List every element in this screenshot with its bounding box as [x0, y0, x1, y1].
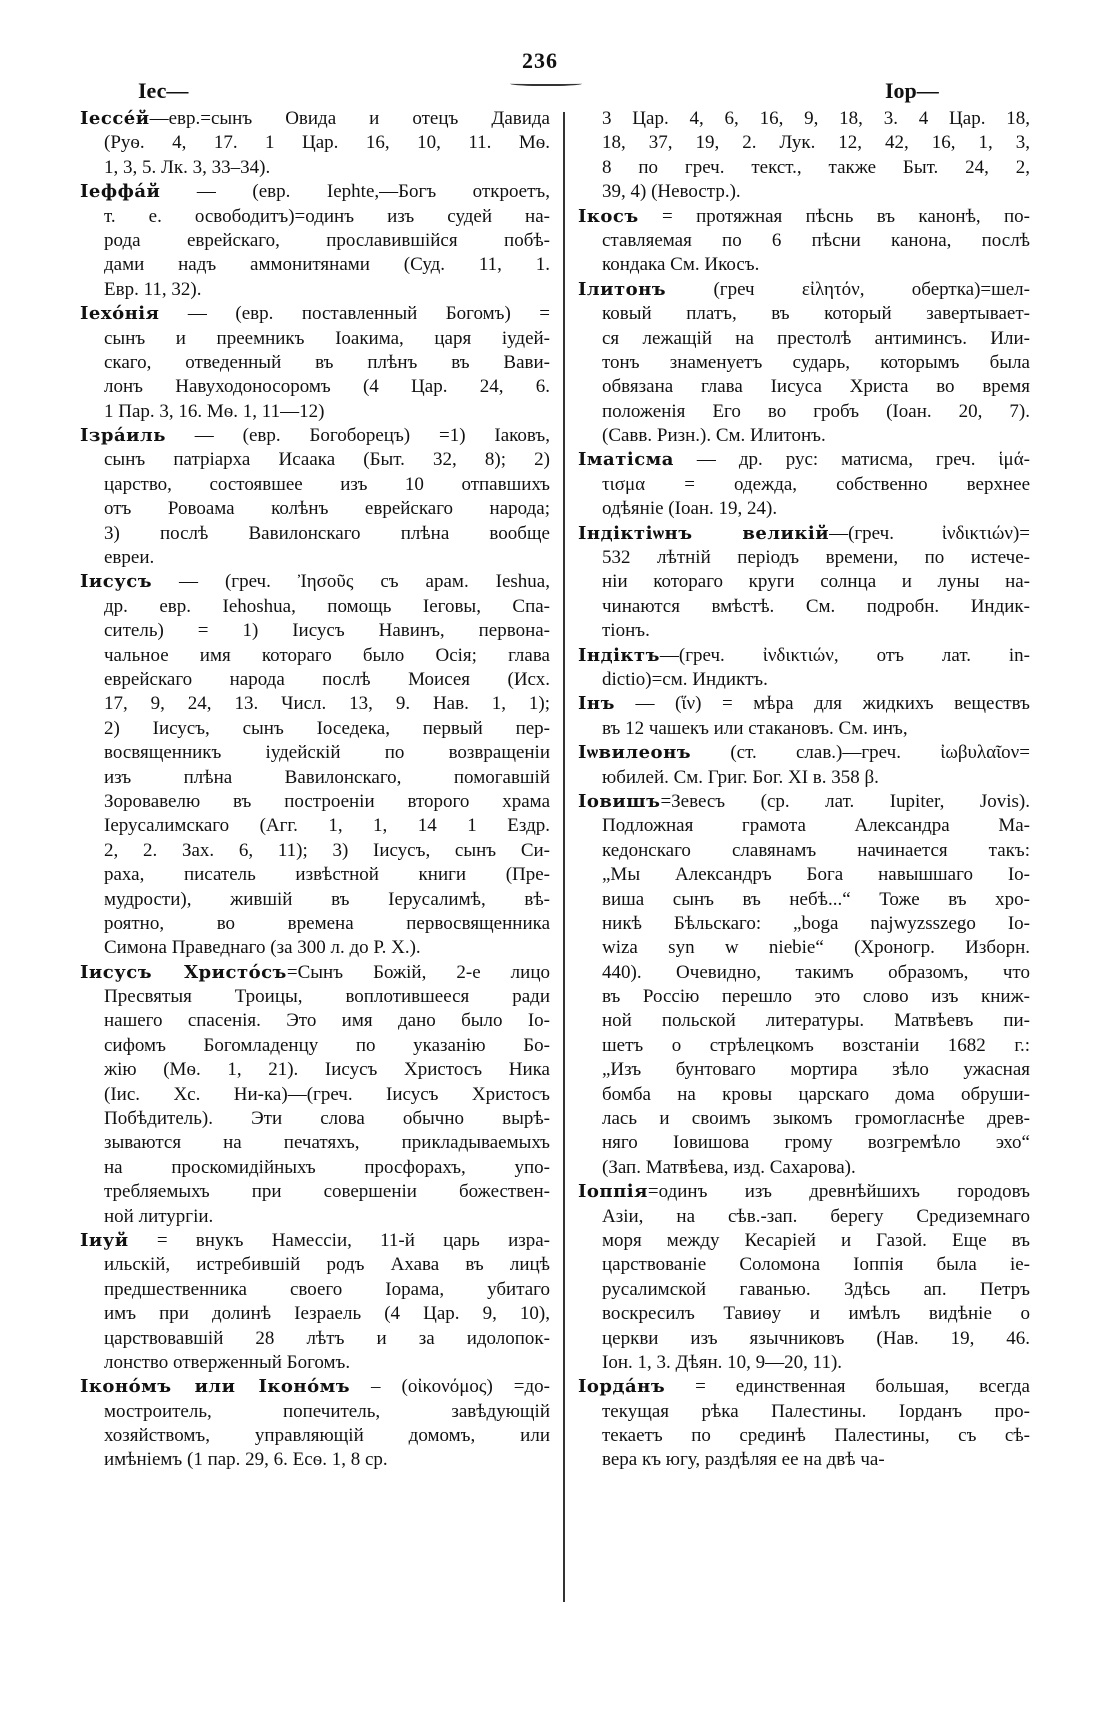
entry-text: — (евр. поставленный Богомъ) =	[159, 303, 550, 325]
entry-line	[80, 1327, 550, 1351]
entry-text: отъ Ровоама колѣнъ еврейскаго народа;	[104, 498, 550, 520]
entry-text: текущая рѣка Палестины. Іорданъ про-	[602, 1400, 1030, 1422]
entry-text: 3 Цар. 4, 6, 16, 9, 18, 3. 4 Цар. 18,	[602, 108, 1030, 129]
entry-line	[80, 741, 550, 765]
dictionary-entry	[80, 1375, 550, 1473]
entry-line	[80, 766, 550, 790]
entry-line	[578, 229, 1030, 253]
entry-text: = внукъ Намессіи, 11-й царь изра-	[128, 1229, 550, 1251]
entry-text: на проскомидійныхъ просфорахъ, упо-	[104, 1156, 550, 1178]
entry-text: требляемыхъ при совершеніи божествен-	[104, 1181, 550, 1203]
entry-headword: Іорда́нъ	[578, 1376, 666, 1398]
entry-line	[578, 619, 1030, 643]
entry-line	[578, 814, 1030, 838]
entry-line	[80, 302, 550, 326]
entry-text: имъ при долинѣ Іезраель (4 Цар. 9, 10),	[104, 1303, 550, 1325]
entry-text: юбилей. См. Григ. Бог. XI в. 358 β.	[602, 766, 879, 788]
entry-line	[80, 400, 550, 424]
entry-line	[578, 1083, 1030, 1107]
entry-line	[80, 790, 550, 814]
entry-text: Пресвятыя Троицы, воплотившееся ради	[104, 986, 550, 1008]
entry-line	[80, 1107, 550, 1131]
entry-text: 2) Іисусъ, сынъ Іоседека, первый пер-	[104, 717, 550, 739]
entry-line	[80, 1180, 550, 1204]
entry-text: имѣніемъ (1 пар. 29, 6. Есѳ. 1, 8 ср.	[104, 1449, 388, 1471]
entry-line	[80, 1448, 550, 1472]
entry-line	[80, 448, 550, 472]
dictionary-entry	[80, 570, 550, 960]
dictionary-entry	[80, 961, 550, 1229]
dictionary-entry	[578, 448, 1030, 521]
entry-line	[80, 1400, 550, 1424]
entry-line	[80, 888, 550, 912]
dictionary-entry	[578, 278, 1030, 449]
entry-line	[578, 1448, 1030, 1472]
entry-text: роятно, во времена первосвященника	[104, 912, 550, 934]
entry-line	[578, 1156, 1030, 1180]
entry-line	[578, 790, 1030, 814]
entry-text: 8 по греч. текст., также Быт. 24, 2,	[602, 156, 1030, 178]
entry-line	[578, 692, 1030, 716]
entry-text: — (евр. Iephte,—Богъ откроетъ,	[160, 181, 550, 203]
entry-line	[80, 1278, 550, 1302]
entry-headword: Індіктіѡнъ великій	[578, 522, 830, 544]
dictionary-entry	[578, 1375, 1030, 1473]
entry-line	[578, 400, 1030, 424]
dictionary-entry	[578, 790, 1030, 1180]
entry-text: въ Россію перешло это слово изъ книж-	[602, 986, 1030, 1008]
entry-text: Азіи, на сѣв.-зап. берегу Средиземнаго	[602, 1205, 1030, 1227]
entry-text: —(греч. ἰνδικτιών, отъ лат. in-	[659, 644, 1030, 666]
entry-line	[80, 522, 550, 546]
entry-headword: Інъ	[578, 693, 615, 715]
entry-text: лонъ Навуходоносоромъ (4 Цар. 24, 6.	[104, 376, 550, 398]
entry-line	[80, 595, 550, 619]
entry-line	[80, 327, 550, 351]
dictionary-entry	[578, 692, 1030, 741]
entry-line	[578, 351, 1030, 375]
entry-text: —евр.=сынъ Овида и отецъ Давида	[149, 108, 550, 129]
entry-line	[578, 1034, 1030, 1058]
entry-text: ставляемая по 6 пѣсни канона, послѣ	[602, 229, 1030, 251]
entry-line	[578, 473, 1030, 497]
entry-text: ся лежащій на престолѣ антиминсъ. Или-	[602, 327, 1030, 349]
entry-line	[578, 839, 1030, 863]
entry-line	[578, 1180, 1030, 1204]
entry-text: ситель) = 1) Іисусъ Навинъ, первона-	[104, 620, 550, 642]
entry-text: текаетъ по срединѣ Палестины, съ сѣ-	[602, 1425, 1030, 1447]
entry-text: обвязана глава Іисуса Христа во время	[602, 376, 1030, 398]
entry-text: въ 12 чашекъ или стакановъ. См. инъ,	[602, 717, 908, 739]
entry-text: ной польской литературы. Матвѣевъ пи-	[602, 1010, 1030, 1032]
entry-line	[80, 131, 550, 155]
entry-headword: Іѡвилеонъ	[578, 742, 692, 764]
entry-text: 532 лѣтній періодъ времени, по истече-	[602, 547, 1030, 569]
entry-line	[578, 1058, 1030, 1082]
entry-text: еврейскаго народа послѣ Моисея (Исх.	[104, 668, 550, 690]
page-number-rule	[510, 80, 582, 86]
entry-line	[578, 497, 1030, 521]
entry-line	[80, 1131, 550, 1155]
entry-text: рода еврейскаго, прославившійся побѣ-	[104, 229, 550, 251]
entry-line	[80, 107, 550, 131]
left-column	[80, 107, 550, 1473]
entry-line	[578, 424, 1030, 448]
entry-line	[80, 1253, 550, 1277]
entry-line	[578, 1375, 1030, 1399]
entry-text: 17, 9, 24, 13. Числ. 13, 9. Нав. 1, 1);	[104, 693, 550, 715]
entry-text: шетъ о стрѣлецкомъ возстаніи 1682 г.:	[602, 1034, 1030, 1056]
entry-text: зываются на печатяхъ, прикладываемыхъ	[104, 1132, 550, 1154]
entry-text: никѣ Бѣльскаго: „boga najwyzsszego Io-	[602, 912, 1030, 934]
entry-line	[80, 985, 550, 1009]
dictionary-entry	[578, 644, 1030, 693]
entry-line	[578, 131, 1030, 155]
entry-line	[80, 936, 550, 960]
entry-text: церкви изъ язычниковъ (Нав. 19, 46.	[602, 1327, 1030, 1349]
entry-text: Іон. 1, 3. Дѣян. 10, 9—20, 11).	[602, 1351, 843, 1373]
entry-headword: Іисусъ	[80, 571, 153, 593]
entry-line	[80, 692, 550, 716]
dictionary-entry	[578, 1180, 1030, 1375]
entry-text: (Зап. Матвѣева, изд. Сахарова).	[602, 1156, 856, 1178]
entry-line	[578, 522, 1030, 546]
entry-line	[578, 1253, 1030, 1277]
entry-line	[578, 1278, 1030, 1302]
entry-text: „Мы Александръ Бога навышшаго Іо-	[602, 864, 1030, 886]
entry-line	[578, 595, 1030, 619]
entry-text: = протяжная пѣснь въ канонѣ, по-	[638, 205, 1030, 227]
entry-text: няго Іовишова грому возгремѣло эхо“	[602, 1132, 1030, 1154]
entry-line	[80, 961, 550, 985]
entry-line	[578, 546, 1030, 570]
entry-headword: Ікосъ	[578, 205, 639, 227]
entry-headword: Іиуй	[80, 1229, 129, 1251]
dictionary-entry	[80, 180, 550, 302]
entry-text: (греч εἰλητόν, обертка)=шел-	[666, 278, 1030, 300]
dictionary-entry	[578, 205, 1030, 278]
entry-text: царствовавшій 28 лѣтъ и за идолопок-	[104, 1327, 550, 1349]
entry-text: мудрости), жившій въ Іерусалимѣ, вѣ-	[104, 888, 550, 910]
entry-text: виша сынъ въ небѣ...“ Тоже въ хро-	[602, 888, 1030, 910]
entry-line	[578, 717, 1030, 741]
entry-line	[578, 1009, 1030, 1033]
entry-line	[80, 1424, 550, 1448]
entry-line	[80, 1009, 550, 1033]
entry-headword: Іисусъ Христо́съ	[80, 961, 287, 983]
entry-line	[578, 644, 1030, 668]
entry-text: „Изъ бунтоваго мортира зѣло ужасная	[602, 1059, 1030, 1081]
entry-text: сынъ патріарха Исаака (Быт. 32, 8); 2)	[104, 449, 550, 471]
dictionary-entry	[80, 107, 550, 180]
entry-text: раха, писатель извѣстной книги (Пре-	[104, 864, 550, 886]
entry-headword: Ізра́иль	[80, 425, 166, 447]
entry-line	[80, 863, 550, 887]
entry-line	[80, 473, 550, 497]
entry-text: = единственная большая, всегда	[665, 1376, 1030, 1398]
dictionary-entry	[80, 424, 550, 570]
entry-text: Симона Праведнаго (за 300 л. до Р. Х.).	[104, 937, 421, 959]
entry-text: изъ плѣна Вавилонскаго, помогавшій	[104, 766, 550, 788]
entry-text: вера къ югу, раздѣляя ее на двѣ ча-	[602, 1449, 885, 1471]
entry-line	[578, 1400, 1030, 1424]
entry-text: нашего спасенія. Это имя дано было Іо-	[104, 1010, 550, 1032]
entry-headword: Ілитонъ	[578, 278, 667, 300]
entry-line	[80, 1375, 550, 1399]
entry-text: τισμα = одежда, собственно верхнее	[602, 473, 1030, 495]
entry-text: царство, состоявшее изъ 10 отпавшихъ	[104, 473, 550, 495]
dictionary-entry	[80, 302, 550, 424]
entry-text: дами надъ аммонитянами (Суд. 11, 1.	[104, 254, 550, 276]
column-divider	[563, 112, 565, 1602]
entry-line	[80, 1229, 550, 1253]
page-number: 236	[522, 48, 558, 73]
entry-text: 1, 3, 5. Лк. 3, 33–34).	[104, 156, 271, 178]
entry-line	[578, 985, 1030, 1009]
entry-line	[578, 863, 1030, 887]
entry-text: скаго, отведенный въ плѣнъ въ Вави-	[104, 351, 550, 373]
entry-text: Зоровавелю въ построеніи второго храма	[104, 790, 550, 812]
entry-line	[80, 839, 550, 863]
entry-line	[80, 1083, 550, 1107]
entry-line	[578, 888, 1030, 912]
entry-line	[80, 717, 550, 741]
entry-text: — (ἵν) = мѣра для жидкихъ веществъ	[614, 693, 1030, 715]
entry-line	[578, 741, 1030, 765]
entry-line	[80, 1205, 550, 1229]
entry-line	[578, 570, 1030, 594]
entry-headword: Іехо́нія	[80, 303, 160, 325]
entry-line	[578, 156, 1030, 180]
entry-line	[578, 961, 1030, 985]
entry-line	[578, 936, 1030, 960]
entry-text: кондака См. Икосъ.	[602, 254, 760, 276]
entry-text: =одинъ изъ древнѣйшихъ городовъ	[647, 1181, 1030, 1203]
entry-text: 1 Пар. 3, 16. Мѳ. 1, 11—12)	[104, 400, 325, 422]
entry-headword: Іконо́мъ или Іконо́мъ	[80, 1376, 351, 1398]
entry-text: чальное имя котораго было Осія; глава	[104, 644, 550, 666]
entry-text: чинаются вмѣстѣ. См. подробн. Индик-	[602, 595, 1030, 617]
entry-headword: Іеффа́й	[80, 181, 161, 203]
entry-line	[80, 1058, 550, 1082]
entry-text: — (греч. Ἰησοῦς съ арам. Ieshua,	[152, 571, 550, 593]
entry-text: – (οἰκονόμος) =до-	[350, 1376, 550, 1398]
entry-line	[578, 668, 1030, 692]
entry-line	[80, 570, 550, 594]
entry-line	[80, 351, 550, 375]
entry-text: Евр. 11, 32).	[104, 278, 202, 300]
entry-text: 2, 2. Зах. 6, 11); 3) Іисусъ, сынъ Си-	[104, 839, 550, 861]
entry-text: (Руѳ. 4, 17. 1 Цар. 16, 10, 11. Мѳ.	[104, 132, 550, 154]
entry-text: воскресилъ Тавиѳу и имѣлъ видѣніе о	[602, 1303, 1030, 1325]
entry-text: dictio)=см. Индиктъ.	[602, 668, 768, 690]
entry-text: т. е. освободитъ)=одинъ изъ судей на-	[104, 205, 550, 227]
dictionary-entry	[578, 107, 1030, 205]
entry-line	[578, 1302, 1030, 1326]
entry-text: кедонскаго славянамъ начинается такъ:	[602, 839, 1030, 861]
entry-line	[80, 229, 550, 253]
entry-text: лонство отверженный Богомъ.	[104, 1351, 351, 1373]
entry-text: —(греч. ἰνδικτιών)=	[829, 522, 1030, 544]
entry-line	[80, 546, 550, 570]
entry-text: сынъ и преемникъ Іоакима, царя іудей-	[104, 327, 550, 349]
entry-line	[80, 278, 550, 302]
entry-text: (Савв. Ризн.). См. Илитонъ.	[602, 425, 826, 447]
entry-text: евреи.	[104, 547, 155, 569]
running-head-left: Іес—	[138, 78, 189, 103]
entry-line	[578, 327, 1030, 351]
entry-line	[578, 1424, 1030, 1448]
entry-text: бомба на кровы царскаго дома обруши-	[602, 1083, 1030, 1105]
entry-line	[578, 912, 1030, 936]
entry-text: лась и своимъ зыкомъ громогласнѣе древ-	[602, 1108, 1030, 1130]
entry-text: хозяйствомъ, управляющій домомъ, или	[104, 1425, 550, 1447]
entry-line	[80, 668, 550, 692]
entry-text: 18, 37, 19, 2. Лук. 12, 42, 16, 1, 3,	[602, 132, 1030, 154]
entry-line	[578, 1107, 1030, 1131]
entry-text: ной литургіи.	[104, 1205, 214, 1227]
entry-text: моря между Кесаріей и Газой. Еще въ	[602, 1229, 1030, 1251]
entry-line	[80, 424, 550, 448]
entry-line	[578, 1205, 1030, 1229]
entry-text: мостроитель, попечитель, завѣдующій	[104, 1400, 550, 1422]
entry-line	[80, 205, 550, 229]
dictionary-entry	[80, 1229, 550, 1375]
entry-text: восвященникъ іудейскій по возвращеніи	[104, 742, 550, 764]
entry-text: Іерусалимскаго (Агг. 1, 1, 14 1 Ездр.	[104, 815, 550, 837]
entry-line	[578, 766, 1030, 790]
entry-text: предшественника своего Іорама, убитаго	[104, 1278, 550, 1300]
entry-line	[578, 1131, 1030, 1155]
dictionary-entry	[578, 522, 1030, 644]
entry-line	[578, 278, 1030, 302]
entry-text: — (евр. Богоборецъ) =1) Іаковъ,	[165, 425, 550, 447]
dictionary-entry	[578, 741, 1030, 790]
entry-text: 3) послѣ Вавилонскаго плѣна вообще	[104, 522, 550, 544]
entry-line	[80, 180, 550, 204]
entry-text: жію (Мѳ. 1, 21). Іисусъ Христосъ Ника	[104, 1059, 550, 1081]
entry-text: сифомъ Богомладенцу по указанію Бо-	[104, 1034, 550, 1056]
entry-line	[80, 814, 550, 838]
entry-line	[578, 375, 1030, 399]
entry-line	[80, 156, 550, 180]
entry-text: одѣяніе (Іоан. 19, 24).	[602, 498, 778, 520]
entry-text: — др. рус: матисма, греч. ἱμά-	[673, 449, 1030, 471]
entry-text: =Сынъ Божій, 2-е лицо	[286, 961, 550, 983]
entry-text: ніи котораго круги солнца и луны на-	[602, 571, 1030, 593]
entry-line	[578, 107, 1030, 131]
entry-line	[80, 1156, 550, 1180]
entry-line	[80, 1351, 550, 1375]
entry-line	[578, 302, 1030, 326]
entry-line	[578, 180, 1030, 204]
entry-text: wiza syn w niebie“ (Хроногр. Изборн.	[602, 937, 1030, 959]
entry-headword: Іматісма	[578, 449, 674, 471]
entry-text: положенія Его во гробъ (Іоан. 20, 7).	[602, 400, 1030, 422]
entry-line	[80, 375, 550, 399]
entry-line	[578, 1351, 1030, 1375]
entry-text: 39, 4) (Невостр.).	[602, 181, 741, 203]
running-head-right: Іор—	[885, 78, 939, 103]
entry-text: ильскій, истребившій родъ Ахава въ лицѣ	[104, 1254, 550, 1276]
entry-text: тонъ знаменуетъ сударь, которымъ была	[602, 351, 1030, 373]
entry-text: (Іис. Хс. Ни-ка)—(греч. Іисусъ Христосъ	[104, 1083, 550, 1105]
entry-line	[578, 1327, 1030, 1351]
entry-text: Побѣдитель). Эти слова обычно вырѣ-	[104, 1108, 550, 1130]
entry-headword: Іоппія	[578, 1181, 648, 1203]
entry-line	[578, 205, 1030, 229]
entry-text: др. евр. Iehoshua, помощь Іеговы, Спа-	[104, 595, 550, 617]
entry-line	[80, 253, 550, 277]
entry-headword: Індіктъ	[578, 644, 660, 666]
entry-line	[80, 912, 550, 936]
entry-line	[80, 619, 550, 643]
entry-text: =Зевесъ (ср. лат. Iupiter, Jovis).	[660, 790, 1030, 812]
entry-line	[80, 497, 550, 521]
entry-line	[80, 644, 550, 668]
entry-line	[578, 1229, 1030, 1253]
entry-line	[80, 1302, 550, 1326]
entry-text: (ст. слав.)—греч. ἰωβυλαῖον=	[691, 742, 1030, 764]
entry-text: 440). Очевидно, такимъ образомъ, что	[602, 961, 1030, 983]
entry-headword: Іессе́й	[80, 108, 150, 129]
entry-text: русалимской гаванью. Здѣсь ап. Петръ	[602, 1278, 1030, 1300]
entry-line	[578, 253, 1030, 277]
entry-text: ковый платъ, въ который завертывает-	[602, 303, 1030, 325]
entry-line	[578, 448, 1030, 472]
entry-text: тіонъ.	[602, 620, 650, 642]
entry-text: Подложная грамота Александра Ма-	[602, 815, 1030, 837]
entry-line	[80, 1034, 550, 1058]
entry-headword: Іовишъ	[578, 790, 661, 812]
right-column	[578, 107, 1030, 1473]
entry-text: царствованіе Соломона Іоппія была іе-	[602, 1254, 1030, 1276]
